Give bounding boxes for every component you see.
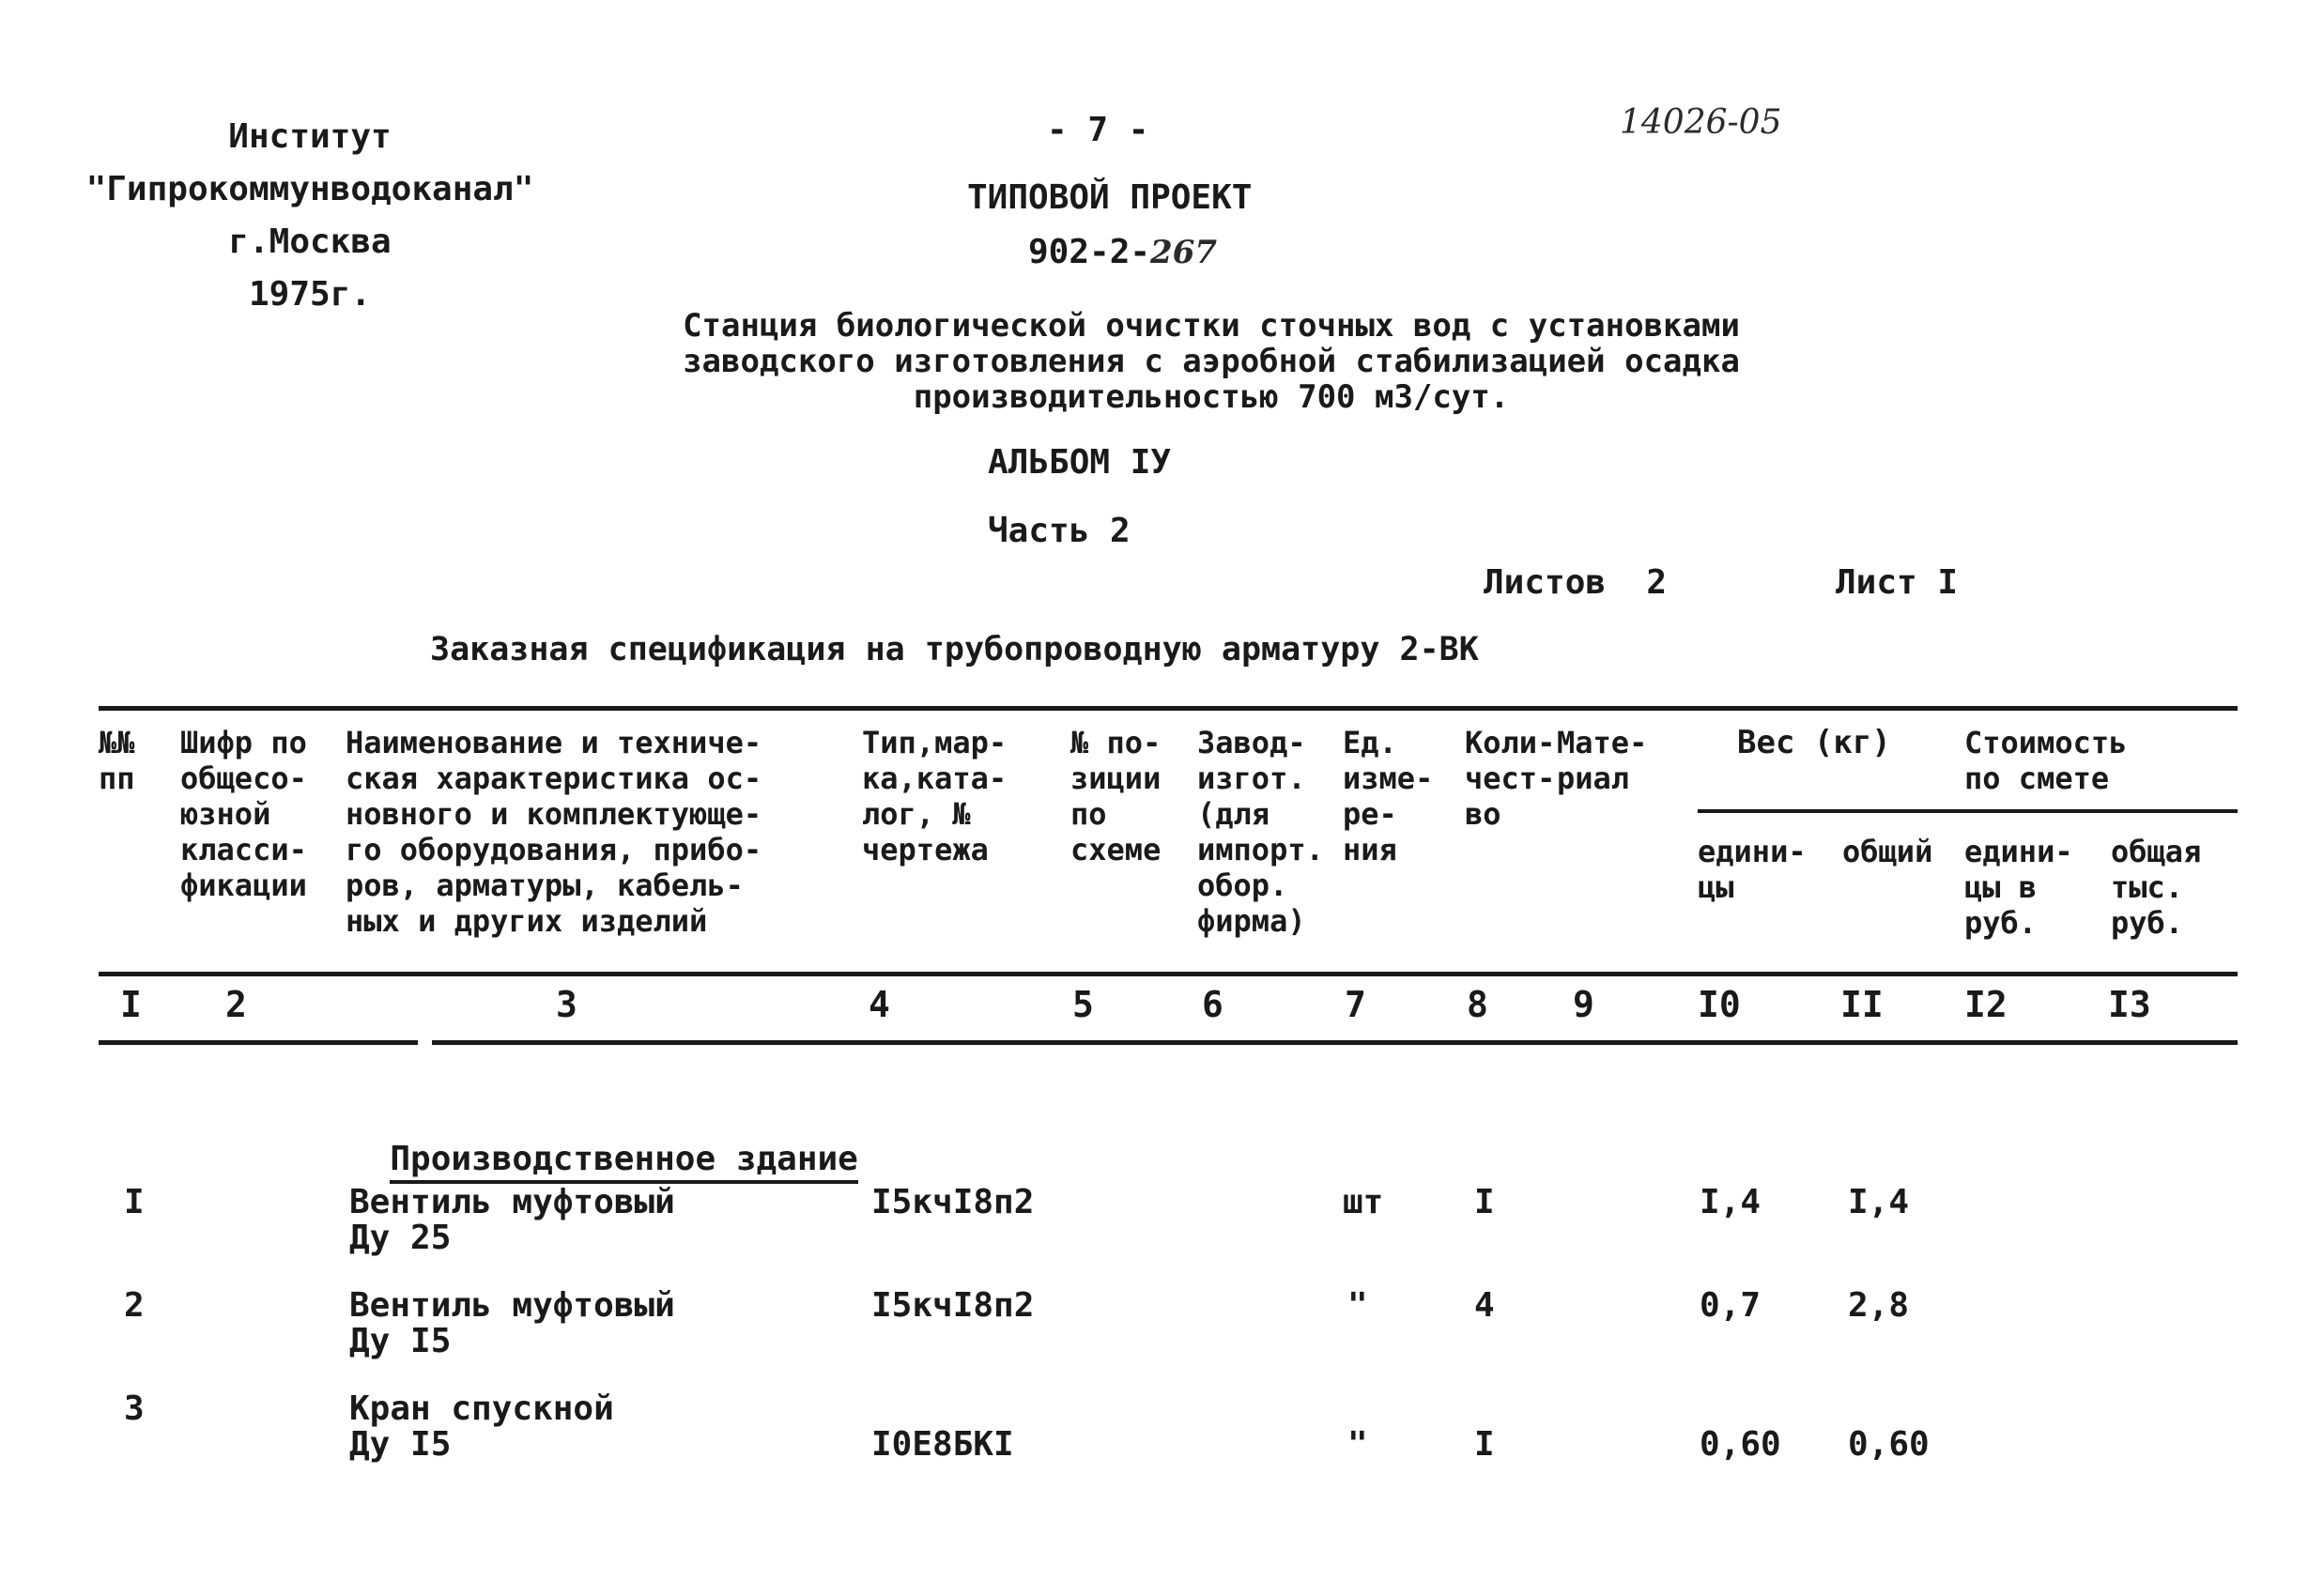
header-cost: Стоимость по смете — [1964, 725, 2128, 796]
colnum-4: 4 — [869, 984, 890, 1025]
colnum-5: 5 — [1072, 984, 1094, 1025]
header-cost-unit: едини- цы в руб. — [1964, 834, 2073, 941]
colnum-bottom-rule-left — [99, 1040, 418, 1045]
header-cost-total: общая тыс. руб. — [2111, 834, 2202, 941]
table-top-rule — [99, 706, 2238, 711]
header-name: Наименование и техниче- ская характеристика ос- новного и комплектующе- го оборудования, прибо- ров, арматуры, кабель- ных и других изделий — [346, 725, 762, 939]
project-number-handwritten: 267 — [1150, 234, 1218, 271]
row-unit: " — [1347, 1425, 1368, 1464]
row-weight-total: 0,60 — [1848, 1425, 1930, 1464]
header-manufacturer: Завод- изгот. (для импорт. обор. фирма) — [1197, 725, 1324, 939]
row-weight-unit: I,4 — [1700, 1183, 1762, 1221]
project-label: ТИПОВОЙ ПРОЕКТ — [967, 178, 1253, 217]
colnum-9: 9 — [1573, 984, 1594, 1025]
colnum-2: 2 — [225, 984, 247, 1025]
row-weight-total: 2,8 — [1848, 1286, 1910, 1325]
project-title: Станция биологической очистки сточных вод с установками заводского изготовления с аэробной стабилизацией осадка производительностью 700 м3/сут. — [683, 307, 1740, 416]
part-label: Часть 2 — [988, 512, 1131, 550]
row-quantity: I — [1474, 1425, 1495, 1464]
header-material: Мате- риал — [1557, 725, 1648, 796]
colnum-1: I — [120, 984, 142, 1025]
colnum-11: II — [1840, 984, 1884, 1025]
spec-title: Заказная спецификация на трубопроводную арматуру 2-ВК — [430, 631, 1479, 668]
institute-year: 1975г. — [248, 275, 372, 314]
row-number: 3 — [124, 1389, 145, 1428]
colnum-3: 3 — [556, 984, 577, 1025]
row-weight-unit: 0,7 — [1700, 1286, 1762, 1325]
colnum-13: I3 — [2108, 984, 2151, 1025]
sheet-current: Лист I — [1836, 563, 1959, 602]
header-num: №№ пп — [99, 725, 135, 796]
weight-cost-subrule — [1698, 809, 2238, 813]
page-number: - 7 - — [1047, 111, 1149, 149]
row-name: Вентиль муфтовый Ду 25 — [349, 1183, 675, 1257]
row-type: I0Е8БКI — [871, 1425, 1014, 1464]
row-type: I5кчI8п2 — [871, 1183, 1035, 1221]
section-heading — [349, 1106, 858, 1177]
album-label: АЛЬБОМ IУ — [988, 443, 1172, 482]
row-name: Кран спускной Ду I5 — [349, 1389, 614, 1464]
header-position: № по- зиции по схеме — [1070, 725, 1162, 867]
section-heading-text: Производственное здание — [390, 1140, 858, 1184]
colnum-8: 8 — [1467, 984, 1488, 1025]
row-name: Вентиль муфтовый Ду I5 — [349, 1286, 675, 1360]
document-code: 14026-05 — [1620, 103, 1782, 142]
project-number — [1028, 233, 1217, 271]
header-code: Шифр по общесо- юзной класси- фикации — [180, 725, 307, 903]
sheets-total: Листов 2 — [1484, 563, 1668, 602]
header-weight-total: общий — [1842, 834, 1933, 869]
row-number: 2 — [124, 1286, 145, 1325]
header-unit: Ед. изме- ре- ния — [1343, 725, 1434, 867]
header-weight: Вес (кг) — [1737, 724, 1891, 761]
row-unit: шт — [1343, 1183, 1384, 1221]
header-type: Тип,мар- ка,ката- лог, № чертежа — [862, 725, 1008, 867]
institute-label: Институт — [228, 117, 392, 156]
row-type: I5кчI8п2 — [871, 1286, 1035, 1325]
colnum-10: I0 — [1698, 984, 1741, 1025]
header-weight-unit: едини- цы — [1698, 834, 1807, 905]
row-quantity: 4 — [1474, 1286, 1495, 1325]
colnum-6: 6 — [1202, 984, 1223, 1025]
project-number-prefix: 902-2- — [1028, 233, 1151, 271]
row-unit: " — [1347, 1286, 1368, 1325]
institute-block — [75, 111, 545, 321]
colnum-12: I2 — [1964, 984, 2008, 1025]
header-bottom-rule — [99, 972, 2238, 976]
institute-city: г.Москва — [228, 223, 392, 261]
institute-name: "Гипрокоммунводоканал" — [85, 170, 534, 208]
colnum-7: 7 — [1345, 984, 1366, 1025]
row-quantity: I — [1474, 1183, 1495, 1221]
row-weight-total: I,4 — [1848, 1183, 1910, 1221]
header-quantity: Коли- чест- во — [1465, 725, 1556, 832]
row-weight-unit: 0,60 — [1700, 1425, 1781, 1464]
row-number: I — [124, 1183, 145, 1221]
colnum-bottom-rule-right — [432, 1040, 2238, 1045]
